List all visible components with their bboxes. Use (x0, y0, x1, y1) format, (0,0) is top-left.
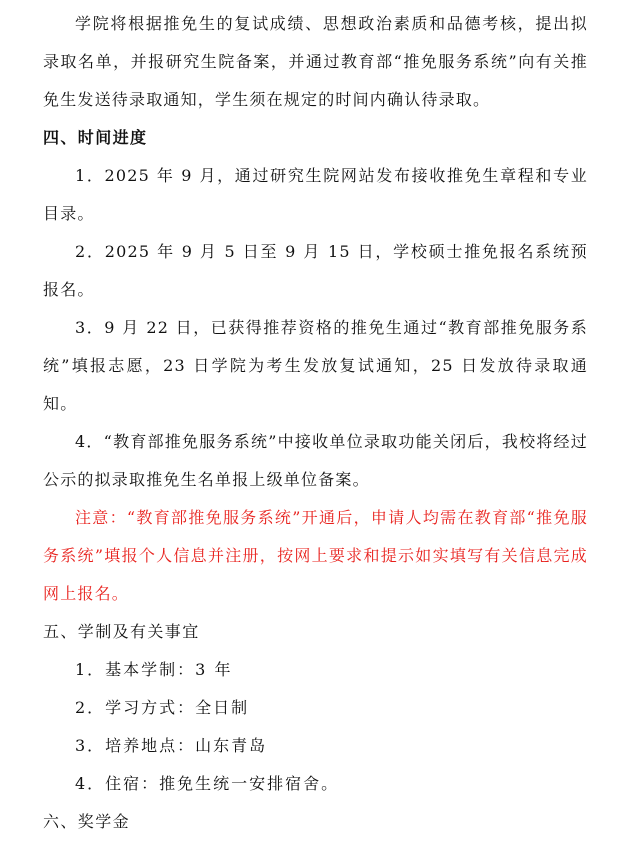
intro-paragraph: 学院将根据推免生的复试成绩、思想政治素质和品德考核，提出拟录取名单，并报研究生院备案，并通过教育部“推免服务系统”向有关推免生发送待录取通知，学生须在规定的时间内确认待录取。 (43, 14, 588, 109)
document-page (43, 0, 588, 841)
program-item-housing: 4．住宿：推免生统一安排宿舍。 (75, 774, 340, 793)
program-item-location: 3．培养地点：山东青岛 (75, 736, 268, 755)
program-item-study-mode: 2．学习方式：全日制 (75, 698, 250, 717)
section-heading-program: 五、学制及有关事宜 (43, 622, 200, 641)
schedule-item-2: 2．2025 年 9 月 5 日至 9 月 15 日，学校硕士推免报名系统预报名。 (43, 242, 588, 299)
schedule-note: 注意：“教育部推免服务系统”开通后，申请人均需在教育部“推免服务系统”填报个人信息并注册，按网上要求和提示如实填写有关信息完成网上报名。 (43, 508, 588, 603)
schedule-item-3: 3．9 月 22 日，已获得推荐资格的推免生通过“教育部推免服务系统”填报志愿，23 日学院为考生发放复试通知，25 日发放待录取通知。 (43, 318, 588, 413)
section-heading-scholarship: 六、奖学金 (43, 812, 131, 831)
schedule-item-4: 4．“教育部推免服务系统”中接收单位录取功能关闭后，我校将经过公示的拟录取推免生名单报上级单位备案。 (43, 432, 588, 489)
program-item-duration: 1．基本学制：3 年 (75, 660, 233, 679)
section-heading-schedule: 四、时间进度 (43, 128, 148, 147)
schedule-item-1: 1．2025 年 9 月，通过研究生院网站发布接收推免生章程和专业目录。 (43, 166, 588, 223)
